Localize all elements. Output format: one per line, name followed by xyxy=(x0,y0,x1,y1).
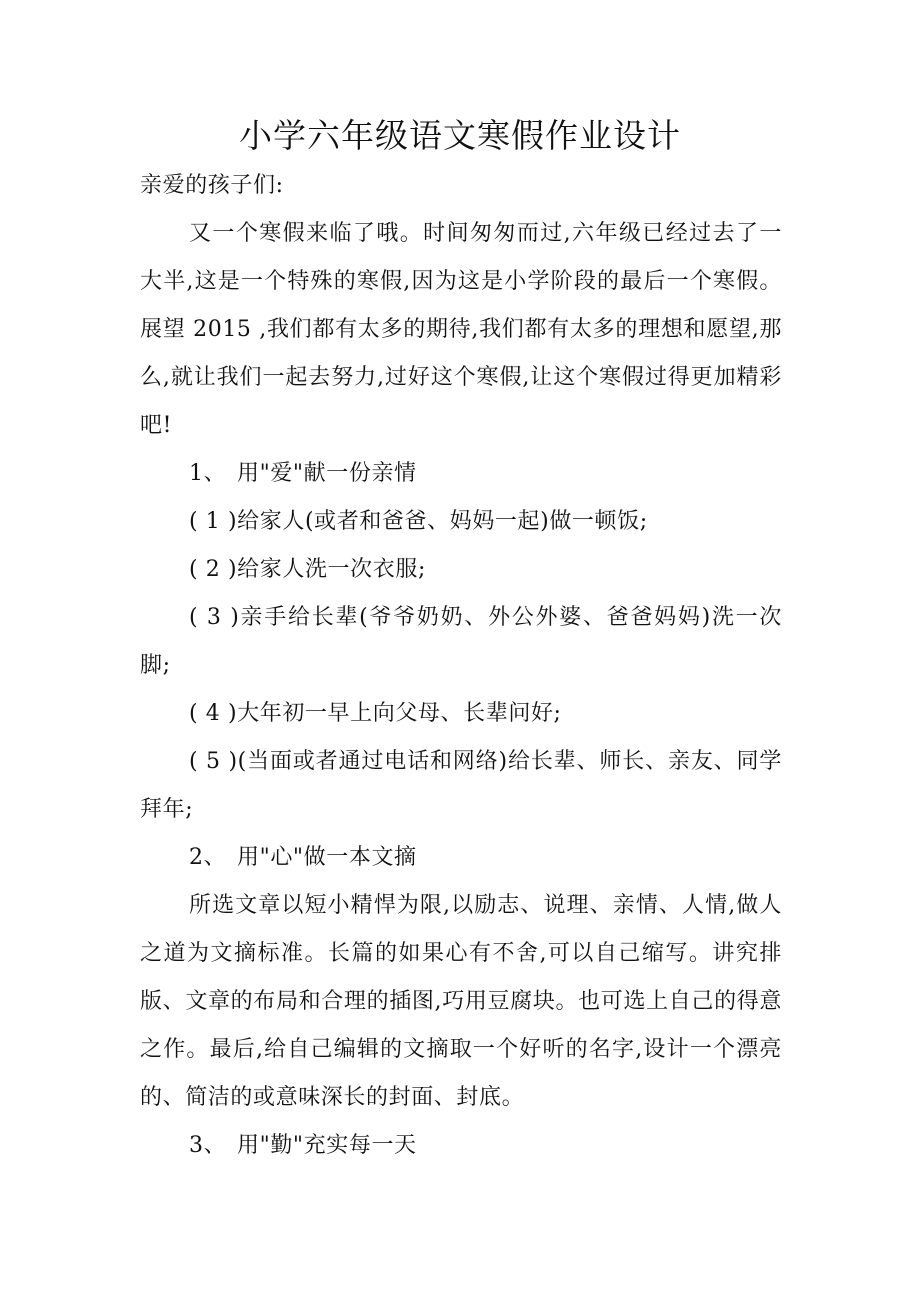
section-title-1: 用"爱"献一份亲情 xyxy=(237,461,417,486)
section-number-1: 1、 xyxy=(189,461,227,486)
document-title: 小学六年级语文寒假作业设计 xyxy=(239,116,681,155)
section-title-2: 用"心"做一本文摘 xyxy=(237,845,417,870)
list-item-5: ( 5 )(当面或者通过电话和网络)给长辈、师长、亲友、同学拜年; xyxy=(140,749,782,822)
section-heading-1 xyxy=(140,450,782,498)
section-number-3: 3、 xyxy=(189,1133,227,1158)
section-2-paragraph: 所选文章以短小精悍为限,以励志、说理、亲情、人情,做人之道为文摘标准。长篇的如果心有不舍,可以自己缩写。讲究排版、文章的布局和合理的插图,巧用豆腐块。也可选上自己的得意之作。最后,给自己编辑的文摘取一个好听的名字,设计一个漂亮的、简洁的或意味深长的封面、封底。 xyxy=(140,893,782,1110)
salutation: 亲爱的孩子们: xyxy=(140,173,284,198)
list-item-2: ( 2 )给家人洗一次衣服; xyxy=(189,557,426,582)
intro-paragraph: 又一个寒假来临了哦。时间匆匆而过,六年级已经过去了一大半,这是一个特殊的寒假,因为这是小学阶段的最后一个寒假。展望 2015 ,我们都有太多的期待,我们都有太多的理想和愿望,那么,就让我们一起去努力,过好这个寒假,让这个寒假过得更加精彩吧! xyxy=(140,221,782,438)
document-body xyxy=(140,162,782,1170)
list-item-1: ( 1 )给家人(或者和爸爸、妈妈一起)做一顿饭; xyxy=(189,509,648,534)
section-title-3: 用"勤"充实每一天 xyxy=(237,1133,417,1158)
section-heading-2 xyxy=(140,834,782,882)
list-item-3: ( 3 )亲手给长辈(爷爷奶奶、外公外婆、爸爸妈妈)洗一次脚; xyxy=(140,605,782,678)
list-item-4: ( 4 )大年初一早上向父母、长辈问好; xyxy=(189,701,562,726)
section-number-2: 2、 xyxy=(189,845,227,870)
section-heading-3 xyxy=(140,1122,782,1170)
